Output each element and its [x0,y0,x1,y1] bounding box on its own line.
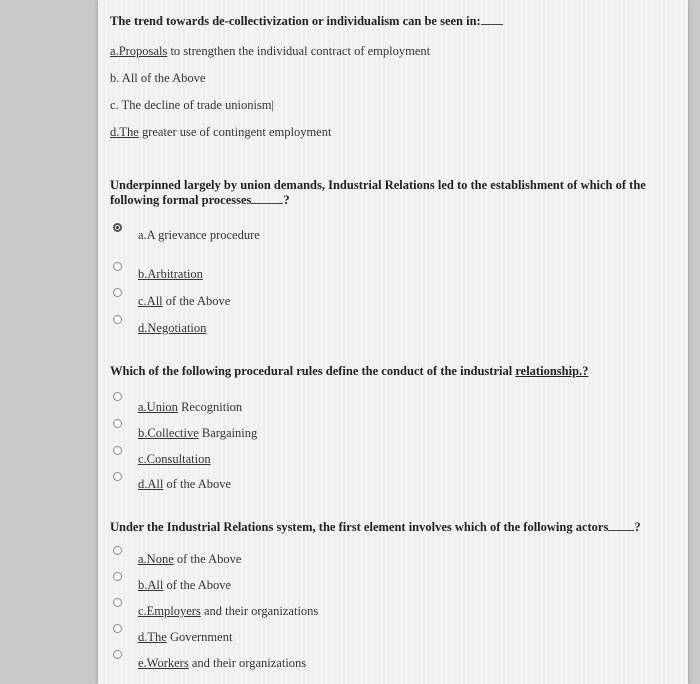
q1-option-c[interactable]: c. The decline of trade unionism| [110,98,275,112]
q2-option-c[interactable]: c.All of the Above [138,294,231,308]
q2-radio-b[interactable] [113,262,122,271]
q3-radio-b[interactable] [113,419,122,428]
answer-blank [251,193,283,204]
question-3-stem: Which of the following procedural rules define the conduct of the industrial relationship.? [110,364,589,378]
q4-radio-c[interactable] [113,598,122,607]
q4-option-a[interactable]: a.None of the Above [138,552,242,566]
q3-option-b[interactable]: b.Collective Bargaining [138,426,258,440]
q1-option-d[interactable]: d.The greater use of contingent employment [110,125,332,139]
answer-blank [608,520,634,531]
q4-radio-b[interactable] [113,572,122,581]
question-1-stem: The trend towards de-collectivization or individualism can be seen in: [110,14,670,29]
question-1 [110,14,670,139]
q3-radio-c[interactable] [113,446,122,455]
q4-option-d[interactable]: d.The Government [138,630,233,644]
question-4-stem: Under the Industrial Relations system, the first element involves which of the following actors ? [110,520,641,534]
q2-radio-c[interactable] [113,288,122,297]
q2-option-a[interactable]: a.A grievance procedure [138,228,260,242]
q3-option-c[interactable]: c.Consultation [138,452,211,466]
q4-option-b[interactable]: b.All of the Above [138,578,232,592]
question-2 [110,178,670,335]
q3-option-a[interactable]: a.Union Recognition [138,400,243,414]
q4-radio-a[interactable] [113,546,122,555]
q2-option-b[interactable]: b.Arbitration [138,267,203,281]
question-sheet [98,0,688,684]
q2-option-d[interactable]: d.Negotiation [138,321,207,335]
q4-option-c[interactable]: c.Employers and their organizations [138,604,319,618]
q1-option-a[interactable]: a.Proposals to strengthen the individual contract of employment [110,44,431,58]
q1-option-b[interactable]: b. All of the Above [110,71,206,85]
q4-radio-e[interactable] [113,650,122,659]
q2-radio-a[interactable] [113,223,122,232]
question-2-stem: Underpinned largely by union demands, Industrial Relations led to the establishment of which of the following formal processes ? [110,178,646,207]
question-3 [110,364,670,491]
answer-blank [481,14,503,25]
q2-radio-d[interactable] [113,315,122,324]
q3-option-d[interactable]: d.All of the Above [138,477,232,491]
question-4 [110,520,670,670]
q4-option-e[interactable]: e.Workers and their organizations [138,656,307,670]
q3-radio-d[interactable] [113,472,122,481]
q4-radio-d[interactable] [113,624,122,633]
q3-radio-a[interactable] [113,392,122,401]
